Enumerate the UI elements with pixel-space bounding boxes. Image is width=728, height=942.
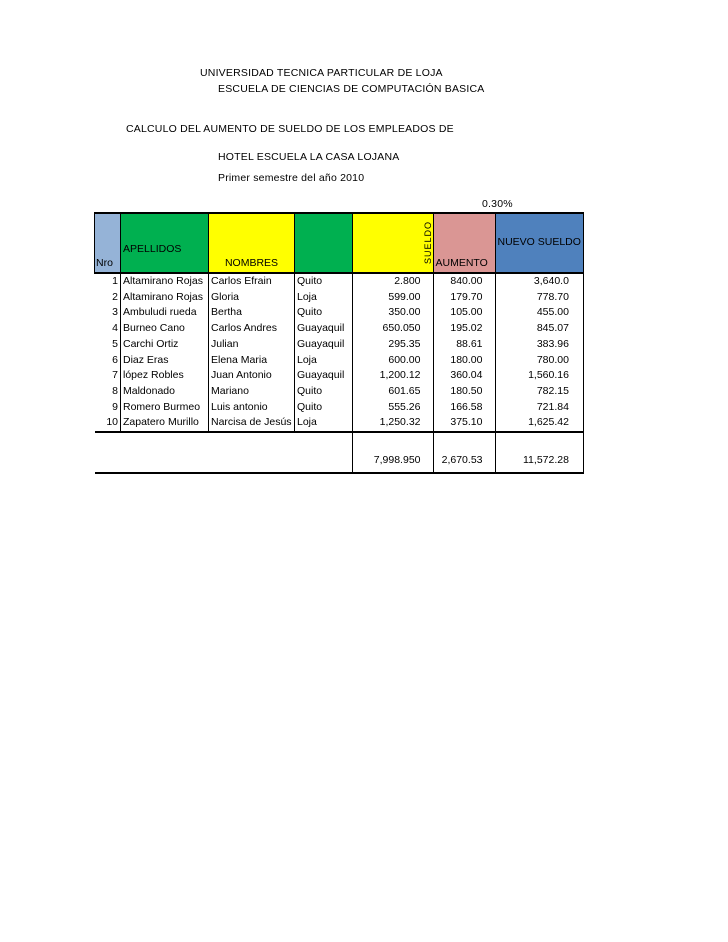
cell-apellido: lópez Robles [121, 368, 209, 384]
cell-nuevo: 455.00 [495, 305, 583, 321]
cell-sueldo: 601.65 [353, 384, 423, 400]
cell-nuevo: 1,560.16 [495, 368, 583, 384]
cell-nombre: Mariano [209, 384, 295, 400]
table-row [95, 400, 584, 416]
cell-nro: 1 [112, 275, 118, 287]
cell-ciudad: Loja [295, 415, 353, 432]
cell-nuevo: 383.96 [495, 337, 583, 353]
cell-apellido: Maldonado [121, 384, 209, 400]
cell-aumento: 840.00 [433, 273, 495, 290]
cell-aumento: 179.70 [433, 290, 495, 306]
col-header-nro-label: Nro [96, 257, 113, 270]
cell-ciudad: Guayaquil [295, 368, 353, 384]
cell-spacer [423, 337, 434, 353]
cell-sueldo: 555.26 [353, 400, 423, 416]
cell-apellido: Altamirano Rojas [121, 273, 209, 290]
university-title: UNIVERSIDAD TECNICA PARTICULAR DE LOJA [200, 67, 443, 79]
cell-ciudad: Loja [295, 290, 353, 306]
cell-nombre: Carlos Efrain [209, 273, 295, 290]
cell-sueldo: 350.00 [353, 305, 423, 321]
cell-spacer [423, 321, 434, 337]
cell-nro: 4 [112, 322, 118, 335]
col-header-apellidos-label: APELLIDOS [123, 243, 182, 256]
totals-blank-ciudad [295, 432, 353, 473]
totals-row [95, 432, 584, 473]
cell-sueldo: 2.800 [353, 273, 423, 290]
cell-nuevo: 3,640.0 [495, 273, 583, 290]
cell-nro: 2 [112, 290, 118, 303]
cell-sueldo: 600.00 [353, 353, 423, 369]
cell-sueldo: 650.050 [353, 321, 423, 337]
col-header-nuevo-label: NUEVO SUELDO [497, 236, 581, 249]
total-aumento: 2,670.53 [433, 432, 495, 473]
cell-apellido: Burneo Cano [121, 321, 209, 337]
cell-aumento: 166.58 [433, 400, 495, 416]
cell-nombre: Elena Maria [209, 353, 295, 369]
table-row [95, 273, 584, 290]
cell-sueldo: 1,200.12 [353, 368, 423, 384]
cell-nro: 10 [106, 416, 118, 429]
cell-nombre: Juan Antonio [209, 368, 295, 384]
cell-spacer [423, 368, 434, 384]
total-sueldo: 7,998.950 [353, 432, 423, 473]
table-row [95, 415, 584, 432]
cell-aumento: 360.04 [433, 368, 495, 384]
cell-apellido: Carchi Ortiz [121, 337, 209, 353]
cell-spacer [423, 415, 434, 432]
col-header-nombres [209, 213, 295, 273]
cell-nombre: Carlos Andres [209, 321, 295, 337]
cell-spacer [423, 273, 434, 290]
cell-nombre: Luis antonio [209, 400, 295, 416]
cell-aumento: 375.10 [433, 415, 495, 432]
cell-nombre: Bertha [209, 305, 295, 321]
cell-ciudad: Quito [295, 400, 353, 416]
totals-spacer [423, 432, 434, 473]
cell-nro: 6 [112, 353, 118, 366]
col-header-apellidos [121, 213, 209, 273]
cell-nro: 5 [112, 337, 118, 350]
table-row [95, 368, 584, 384]
cell-nro: 8 [112, 384, 118, 397]
cell-ciudad: Quito [295, 273, 353, 290]
cell-apellido: Ambuludi rueda [121, 305, 209, 321]
table-row [95, 353, 584, 369]
cell-nro: 9 [112, 400, 118, 413]
cell-sueldo: 1,250.32 [353, 415, 423, 432]
school-title: ESCUELA DE CIENCIAS DE COMPUTACIÓN BASICA [218, 83, 485, 95]
hotel-title: HOTEL ESCUELA LA CASA LOJANA [218, 151, 400, 163]
total-nuevo: 11,572.28 [495, 432, 583, 473]
table-row [95, 305, 584, 321]
cell-nro: 3 [112, 306, 118, 319]
cell-apellido: Altamirano Rojas [121, 290, 209, 306]
col-header-ciudad-label: CIUDAD [297, 217, 338, 229]
header-row [95, 213, 584, 273]
col-header-nuevo [495, 213, 583, 273]
cell-nuevo: 778.70 [495, 290, 583, 306]
cell-ciudad: Guayaquil [295, 337, 353, 353]
table-row [95, 321, 584, 337]
cell-sueldo: 295.35 [353, 337, 423, 353]
totals-blank-apellido [121, 432, 209, 473]
col-header-aumento [433, 213, 495, 273]
totals-blank-nro [95, 432, 121, 473]
cell-spacer [423, 400, 434, 416]
cell-nuevo: 845.07 [495, 321, 583, 337]
cell-apellido: Zapatero Murillo [121, 415, 209, 432]
col-header-sueldo [353, 213, 423, 273]
cell-spacer [423, 290, 434, 306]
cell-sueldo: 599.00 [353, 290, 423, 306]
table-row [95, 384, 584, 400]
cell-nuevo: 1,625.42 [495, 415, 583, 432]
col-header-nombres-label: NOMBRES [224, 257, 279, 270]
cell-ciudad: Quito [295, 384, 353, 400]
table-row [95, 337, 584, 353]
cell-ciudad: Guayaquil [295, 321, 353, 337]
cell-spacer [423, 353, 434, 369]
col-header-sueldo-label: SUELDO [422, 221, 433, 265]
calc-title: CALCULO DEL AUMENTO DE SUELDO DE LOS EMPLEADOS DE [126, 123, 454, 135]
cell-nombre: Narcisa de Jesús [209, 415, 295, 432]
cell-aumento: 180.00 [433, 353, 495, 369]
cell-aumento: 88.61 [433, 337, 495, 353]
cell-nro: 7 [112, 369, 118, 382]
table-row [95, 290, 584, 306]
cell-aumento: 105.00 [433, 305, 495, 321]
col-header-ciudad [295, 213, 353, 273]
cell-aumento: 180.50 [433, 384, 495, 400]
totals-blank-nombre [209, 432, 295, 473]
salary-table [94, 212, 584, 474]
period-title: Primer semestre del año 2010 [218, 172, 365, 184]
cell-nuevo: 782.15 [495, 384, 583, 400]
cell-nuevo: 780.00 [495, 353, 583, 369]
col-header-aumento-label: AUMENTO [435, 257, 488, 270]
cell-spacer [423, 384, 434, 400]
cell-ciudad: Quito [295, 305, 353, 321]
col-header-sueldo-vertical [423, 213, 434, 273]
cell-apellido: Romero Burmeo [121, 400, 209, 416]
cell-apellido: Diaz Eras [121, 353, 209, 369]
cell-nombre: Gloria [209, 290, 295, 306]
cell-aumento: 195.02 [433, 321, 495, 337]
cell-spacer [423, 305, 434, 321]
cell-nuevo: 721.84 [495, 400, 583, 416]
col-header-nro [95, 213, 121, 273]
cell-nombre: Julian [209, 337, 295, 353]
increase-rate: 0.30% [482, 198, 513, 210]
cell-ciudad: Loja [295, 353, 353, 369]
